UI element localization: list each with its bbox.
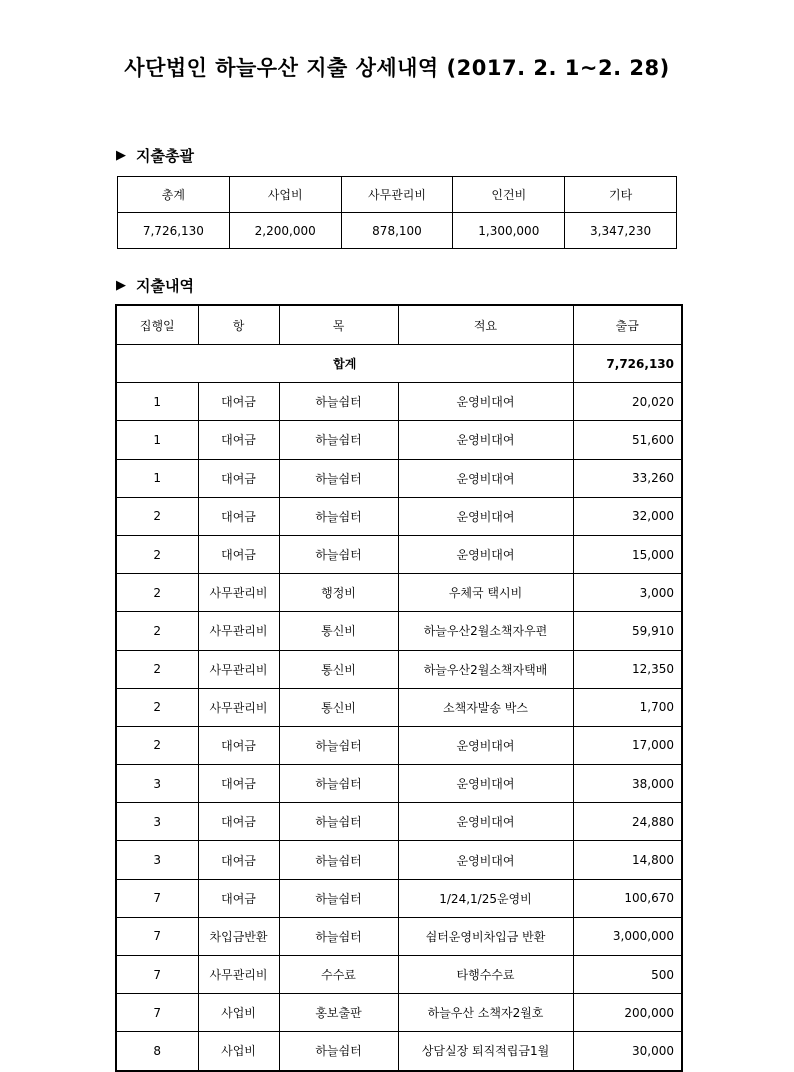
row-description: 운영비대여 — [398, 841, 573, 879]
row-subitem: 통신비 — [279, 650, 398, 688]
detail-header-item: 항 — [198, 305, 279, 345]
row-item: 대여금 — [198, 765, 279, 803]
table-row — [116, 574, 682, 612]
detail-total-value: 7,726,130 — [573, 345, 682, 383]
row-description: 우체국 택시비 — [398, 574, 573, 612]
row-amount: 3,000 — [573, 574, 682, 612]
row-subitem: 하늘쉼터 — [279, 841, 398, 879]
row-subitem: 하늘쉼터 — [279, 726, 398, 764]
detail-header-row — [116, 305, 682, 345]
detail-header-date: 집행일 — [116, 305, 198, 345]
row-subitem: 홍보출판 — [279, 994, 398, 1032]
row-date: 2 — [116, 497, 198, 535]
row-amount: 59,910 — [573, 612, 682, 650]
row-subitem: 하늘쉼터 — [279, 803, 398, 841]
row-item: 대여금 — [198, 841, 279, 879]
row-amount: 51,600 — [573, 421, 682, 459]
row-description: 운영비대여 — [398, 421, 573, 459]
row-date: 2 — [116, 574, 198, 612]
row-item: 대여금 — [198, 803, 279, 841]
row-amount: 38,000 — [573, 765, 682, 803]
detail-total-row — [116, 345, 682, 383]
table-row — [116, 765, 682, 803]
row-amount: 500 — [573, 956, 682, 994]
row-amount: 1,700 — [573, 688, 682, 726]
table-row — [116, 535, 682, 573]
row-amount: 14,800 — [573, 841, 682, 879]
row-subitem: 통신비 — [279, 612, 398, 650]
summary-header-other: 기타 — [565, 177, 677, 213]
row-description: 운영비대여 — [398, 459, 573, 497]
detail-total-label: 합계 — [116, 345, 573, 383]
row-date: 2 — [116, 535, 198, 573]
row-date: 7 — [116, 994, 198, 1032]
summary-table — [117, 176, 677, 249]
summary-header-office: 사무관리비 — [341, 177, 453, 213]
row-date: 2 — [116, 688, 198, 726]
row-item: 사무관리비 — [198, 956, 279, 994]
row-description: 타행수수료 — [398, 956, 573, 994]
row-date: 1 — [116, 459, 198, 497]
summary-heading-label: 지출총괄 — [136, 147, 194, 165]
row-amount: 12,350 — [573, 650, 682, 688]
row-description: 하늘우산2월소책자택배 — [398, 650, 573, 688]
row-subitem: 하늘쉼터 — [279, 459, 398, 497]
row-item: 대여금 — [198, 726, 279, 764]
table-row — [116, 917, 682, 955]
document-title: 사단법인 하늘우산 지출 상세내역 (2017. 2. 1~2. 28) — [124, 56, 670, 80]
row-description: 운영비대여 — [398, 383, 573, 421]
row-item: 사무관리비 — [198, 612, 279, 650]
summary-header-row — [118, 177, 677, 213]
row-description: 쉼터운영비차입금 반환 — [398, 917, 573, 955]
row-amount: 30,000 — [573, 1032, 682, 1071]
detail-header-subitem: 목 — [279, 305, 398, 345]
summary-value-business: 2,200,000 — [229, 213, 341, 249]
row-subitem: 하늘쉼터 — [279, 383, 398, 421]
row-description: 1/24,1/25운영비 — [398, 879, 573, 917]
row-item: 대여금 — [198, 421, 279, 459]
row-subitem: 행정비 — [279, 574, 398, 612]
table-row — [116, 726, 682, 764]
row-subitem: 하늘쉼터 — [279, 497, 398, 535]
row-subitem: 하늘쉼터 — [279, 765, 398, 803]
table-row — [116, 841, 682, 879]
table-row — [116, 383, 682, 421]
row-subitem: 하늘쉼터 — [279, 879, 398, 917]
summary-value-row — [118, 213, 677, 249]
row-item: 사무관리비 — [198, 574, 279, 612]
detail-header-description: 적요 — [398, 305, 573, 345]
table-row — [116, 994, 682, 1032]
table-row — [116, 803, 682, 841]
row-subitem: 하늘쉼터 — [279, 917, 398, 955]
row-description: 운영비대여 — [398, 803, 573, 841]
summary-value-labor: 1,300,000 — [453, 213, 565, 249]
row-subitem: 통신비 — [279, 688, 398, 726]
row-subitem: 수수료 — [279, 956, 398, 994]
row-item: 대여금 — [198, 879, 279, 917]
row-amount: 33,260 — [573, 459, 682, 497]
row-amount: 24,880 — [573, 803, 682, 841]
table-row — [116, 650, 682, 688]
row-description: 소책자발송 박스 — [398, 688, 573, 726]
summary-value-other: 3,347,230 — [565, 213, 677, 249]
row-item: 대여금 — [198, 383, 279, 421]
table-row — [116, 497, 682, 535]
detail-header-amount: 출금 — [573, 305, 682, 345]
row-amount: 100,670 — [573, 879, 682, 917]
table-row — [116, 879, 682, 917]
row-description: 상담실장 퇴직적립금1월 — [398, 1032, 573, 1071]
row-date: 3 — [116, 841, 198, 879]
row-subitem: 하늘쉼터 — [279, 1032, 398, 1071]
detail-heading-label: 지출내역 — [136, 277, 194, 295]
table-row — [116, 956, 682, 994]
row-description: 운영비대여 — [398, 535, 573, 573]
row-item: 대여금 — [198, 497, 279, 535]
row-amount: 3,000,000 — [573, 917, 682, 955]
row-amount: 15,000 — [573, 535, 682, 573]
table-row — [116, 688, 682, 726]
triangle-right-icon: ▶ — [116, 278, 126, 293]
summary-header-total: 총계 — [118, 177, 230, 213]
row-amount: 32,000 — [573, 497, 682, 535]
row-description: 운영비대여 — [398, 497, 573, 535]
summary-header-business: 사업비 — [229, 177, 341, 213]
row-item: 차입금반환 — [198, 917, 279, 955]
detail-heading — [116, 275, 194, 296]
detail-table — [115, 304, 683, 1072]
row-subitem: 하늘쉼터 — [279, 535, 398, 573]
row-item: 사업비 — [198, 994, 279, 1032]
row-date: 8 — [116, 1032, 198, 1071]
summary-heading — [116, 145, 194, 166]
table-row — [116, 459, 682, 497]
row-description: 하늘우산2월소책자우편 — [398, 612, 573, 650]
row-amount: 200,000 — [573, 994, 682, 1032]
summary-value-total: 7,726,130 — [118, 213, 230, 249]
row-description: 운영비대여 — [398, 726, 573, 764]
row-date: 3 — [116, 765, 198, 803]
row-description: 하늘우산 소책자2월호 — [398, 994, 573, 1032]
row-date: 1 — [116, 383, 198, 421]
row-date: 3 — [116, 803, 198, 841]
table-row — [116, 612, 682, 650]
row-item: 대여금 — [198, 459, 279, 497]
row-item: 사무관리비 — [198, 650, 279, 688]
row-amount: 17,000 — [573, 726, 682, 764]
triangle-right-icon: ▶ — [116, 148, 126, 163]
summary-header-labor: 인건비 — [453, 177, 565, 213]
row-date: 7 — [116, 879, 198, 917]
row-subitem: 하늘쉼터 — [279, 421, 398, 459]
row-description: 운영비대여 — [398, 765, 573, 803]
row-date: 2 — [116, 650, 198, 688]
table-row — [116, 1032, 682, 1071]
row-date: 2 — [116, 726, 198, 764]
row-item: 사업비 — [198, 1032, 279, 1071]
row-item: 사무관리비 — [198, 688, 279, 726]
row-item: 대여금 — [198, 535, 279, 573]
table-row — [116, 421, 682, 459]
row-date: 1 — [116, 421, 198, 459]
row-date: 7 — [116, 956, 198, 994]
row-date: 7 — [116, 917, 198, 955]
row-date: 2 — [116, 612, 198, 650]
summary-value-office: 878,100 — [341, 213, 453, 249]
row-amount: 20,020 — [573, 383, 682, 421]
